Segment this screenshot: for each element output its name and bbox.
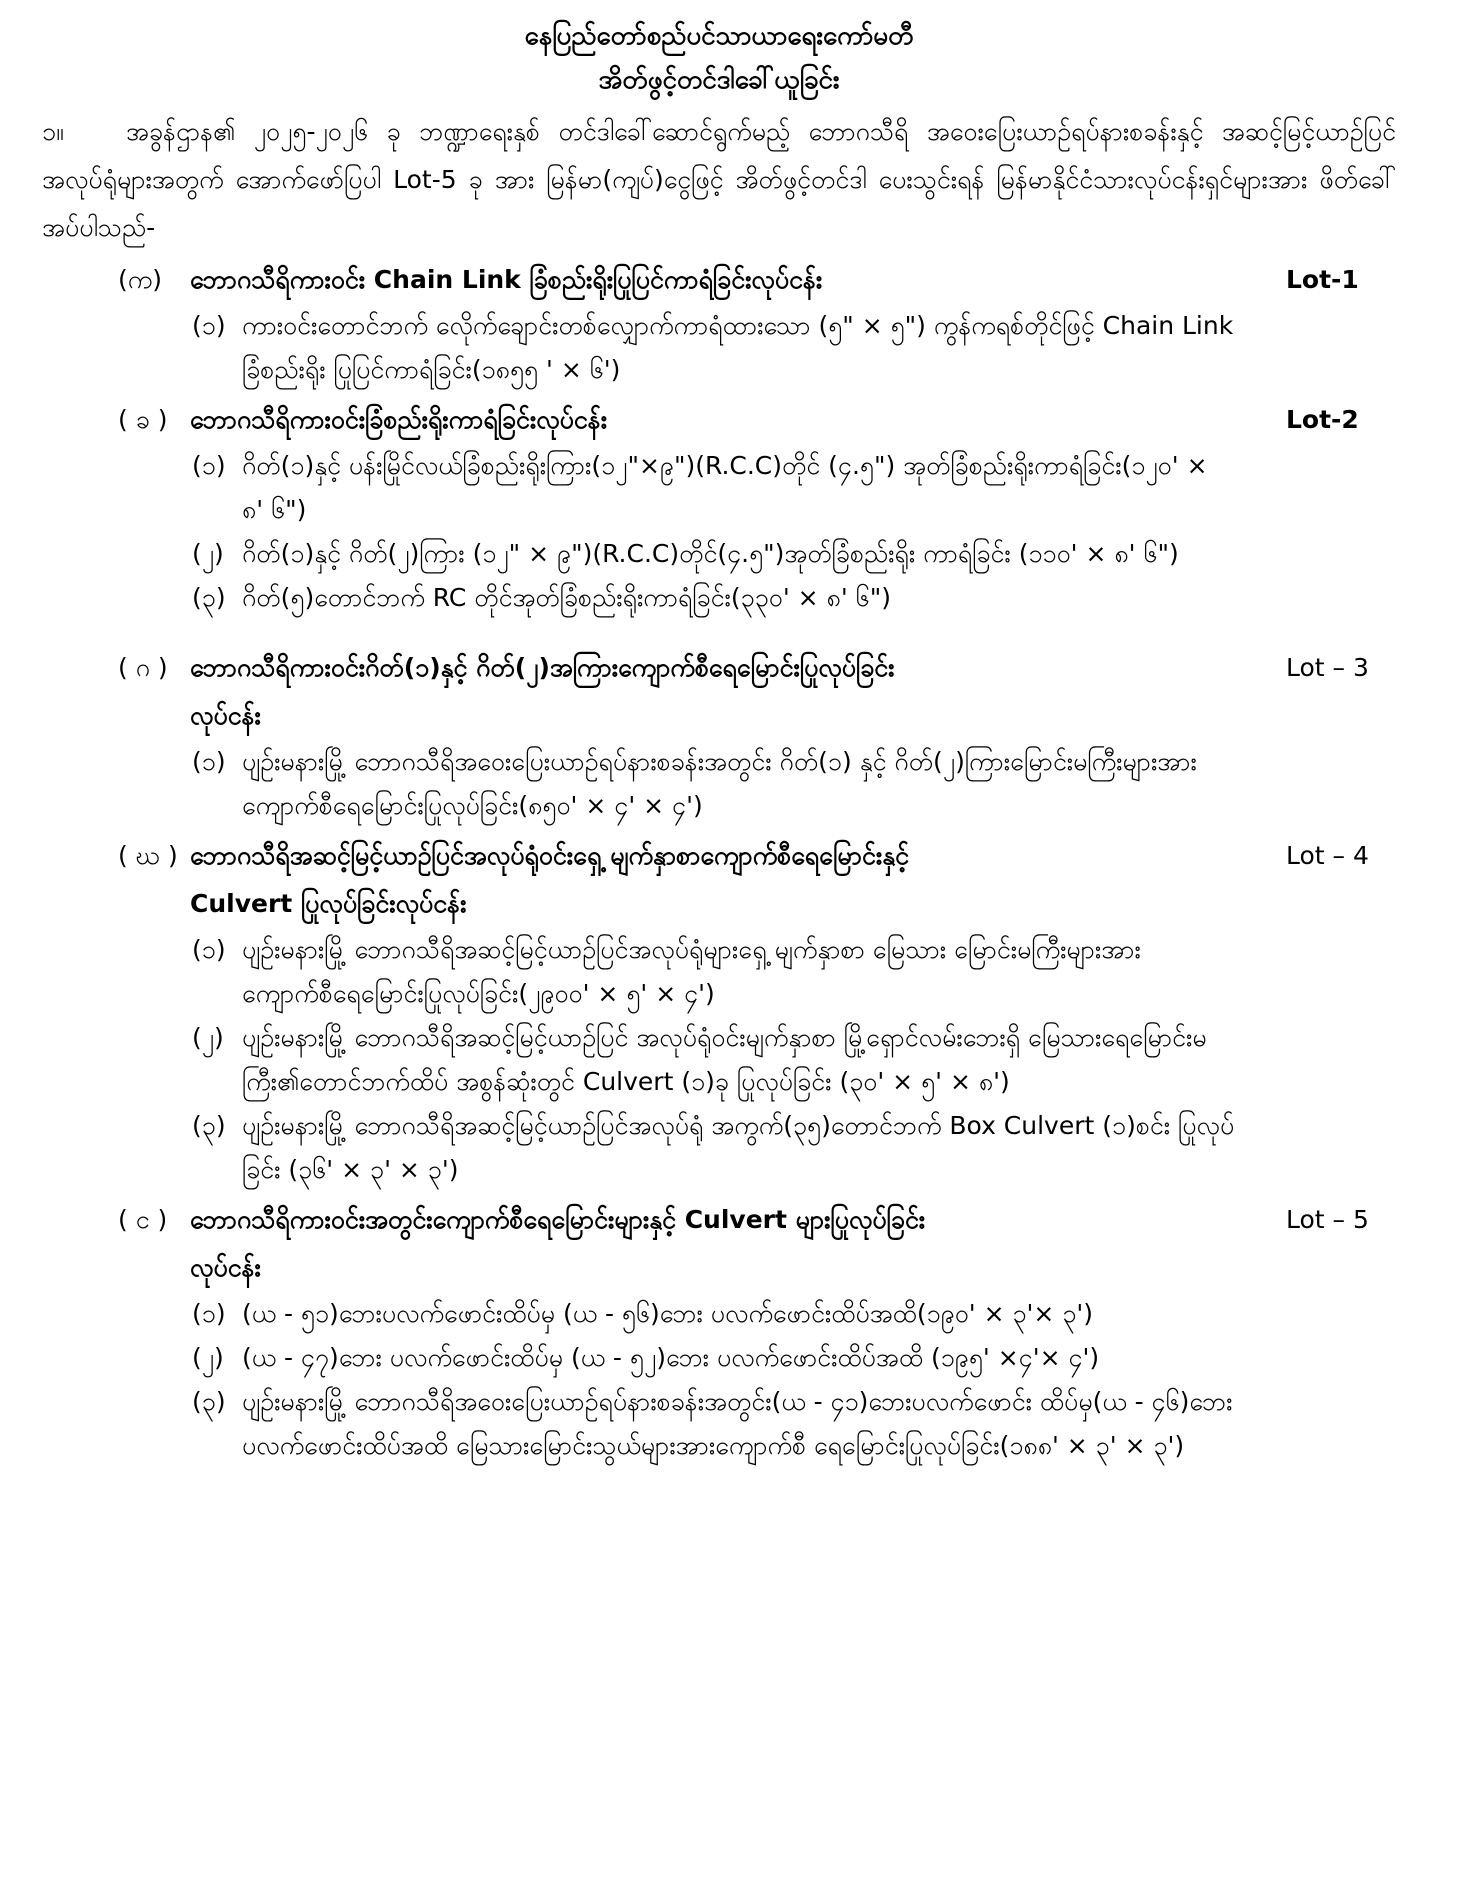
lot-item <box>192 532 1396 576</box>
lot-letter: ( ခ ) <box>118 405 168 434</box>
intro-text: အခွန်ဌာန၏ ၂၀၂၅-၂၀၂၆ ခု ဘဏ္ဍာရေးနှစ် တင်ဒါခေါ်ဆောင်ရွက်မည့် ဘောဂသီရိ အဝေးပြေးယာဉ်ရပ်နားစခန်းနှင့် အဆင့်မြင့်ယာဉ်ပြင်အလုပ်ရုံများအတွက် အောက်ဖော်ပြပါ Lot-5 ခု အား မြန်မာ(ကျပ်)ငွေဖြင့် အိတ်ဖွင့်တင်ဒါ ပေးသွင်းရန် မြန်မာနိုင်ငံသားလုပ်ငန်းရှင်များအား ဖိတ်ခေါ်အပ်ပါသည်- <box>42 117 1396 242</box>
item-text: ဂိတ်(၁)နှင့် ဂိတ်(၂)ကြား (၁၂" × ၉")(R.C.C)တိုင်(၄.၅")အုတ်ခြံစည်းရိုး ကာရံခြင်း (၁၁၀' × ၈' ၆") <box>242 539 1179 568</box>
lot-section <box>42 396 1396 620</box>
intro-number: ၁။ <box>42 117 64 146</box>
lot-section <box>42 1196 1396 1468</box>
item-number: (၁) <box>192 1299 226 1328</box>
item-number: (၂) <box>192 1023 224 1052</box>
lot-item <box>192 304 1396 392</box>
item-number: (၁) <box>192 747 226 776</box>
item-text: ပျဉ်းမနားမြို့ ဘောဂသီရိအဆင့်မြင့်ယာဉ်ပြင် အလုပ်ရုံဝင်းမျက်နှာစာ မြို့ရှောင်လမ်းဘေးရှိ မြေသားရေမြောင်းမကြီး၏တောင်ဘက်ထိပ် အစွန်ဆုံးတွင် Culvert (၁)ခု ပြုလုပ်ခြင်း (၃၀' × ၅' × ၈') <box>242 1023 1207 1096</box>
lot-title-line2: လုပ်ငန်း <box>190 1253 261 1282</box>
lot-title <box>190 644 1266 740</box>
lot-item <box>192 444 1396 532</box>
lot-code: Lot-1 <box>1286 265 1359 294</box>
lot-section <box>42 644 1396 828</box>
page-title: နေပြည်တော်စည်ပင်သာယာရေးကော်မတီ <box>524 21 914 51</box>
item-text: (ယ - ၄၇)ဘေး ပလက်ဖောင်းထိပ်မှ (ယ - ၅၂)ဘေး ပလက်ဖောင်းထိပ်အထိ (၁၉၅' ×၄'× ၄') <box>242 1343 1100 1372</box>
lot-title-line1: ဘောဂသီရိအဆင့်မြင့်ယာဉ်ပြင်အလုပ်ရုံဝင်းရှေ့ မျက်နှာစာကျောက်စီရေမြောင်းနှင့် <box>190 841 909 870</box>
lot-title-line2: Culvert ပြုလုပ်ခြင်းလုပ်ငန်း <box>190 889 467 918</box>
item-text: ကားဝင်းတောင်ဘက် လေိုက်ချောင်းတစ်လျှောက်ကာရံထားသော (၅" × ၅") ကွန်ကရစ်တိုင်ဖြင့် Chain Link ခြံစည်းရိုး ပြုပြင်ကာရံခြင်း(၁၈၅၅ ' × ၆') <box>242 311 1234 384</box>
lot-item <box>192 576 1396 620</box>
item-text: (ယ - ၅၁)ဘေးပလက်ဖောင်းထိပ်မှ (ယ - ၅၆)ဘေး ပလက်ဖောင်းထိပ်အထိ(၁၉၀' × ၃'× ၃') <box>242 1299 1094 1328</box>
item-number: (၃) <box>192 583 226 612</box>
item-text: ပျဉ်းမနားမြို့ ဘောဂသီရိအဆင့်မြင့်ယာဉ်ပြင်အလုပ်ရုံ အကွက်(၃၅)တောင်ဘက် Box Culvert (၁)စင်း ပြုလုပ်ခြင်း (၃၆' × ၃' × ၃') <box>242 1111 1235 1184</box>
lot-title: ဘောဂသီရိကားဝင်း Chain Link ခြံစည်းရိုးပြုပြင်ကာရံခြင်းလုပ်ငန်း <box>190 265 823 294</box>
item-number: (၃) <box>192 1111 226 1140</box>
item-text: ပျဉ်းမနားမြို့ ဘောဂသီရိအဝေးပြေးယာဉ်ရပ်နားစခန်းအတွင်း ဂိတ်(၁) နှင့် ဂိတ်(၂)ကြားမြောင်းမကြီးများအား ကျောက်စီရေမြောင်းပြုလုပ်ခြင်း(၈၅၀' × ၄' × ၄') <box>242 747 1197 820</box>
lot-letter: ( င ) <box>118 1205 168 1234</box>
item-text: ပျဉ်းမနားမြို့ ဘောဂသီရိအဝေးပြေးယာဉ်ရပ်နားစခန်းအတွင်း(ယ - ၄၁)ဘေးပလက်ဖောင်း ထိပ်မှ(ယ - ၄၆)ဘေး ပလက်ဖောင်းထိပ်အထိ မြေသားမြောင်းသွယ်များအားကျောက်စီ ရေမြောင်းပြုလုပ်ခြင်း(၁၈၈' × ၃' × ၃') <box>242 1387 1233 1460</box>
lot-title-line2: လုပ်ငန်း <box>190 701 261 730</box>
lot-item <box>192 740 1396 828</box>
lot-letter: (က) <box>118 265 162 294</box>
lot-code: Lot – 3 <box>1286 653 1369 682</box>
lot-letter: ( ဂ ) <box>118 653 168 682</box>
intro-paragraph <box>42 108 1396 252</box>
item-text: ပျဉ်းမနားမြို့ ဘောဂသီရိအဆင့်မြင့်ယာဉ်ပြင်အလုပ်ရုံများရှေ့ မျက်နှာစာ မြေသား မြောင်းမကြီးများအား ကျောက်စီရေမြောင်းပြုလုပ်ခြင်း(၂၉၀၀' × ၅' × ၄') <box>242 935 1141 1008</box>
lot-item <box>192 1104 1396 1192</box>
lot-code: Lot – 4 <box>1286 841 1369 870</box>
lot-item <box>192 1336 1396 1380</box>
lot-letter: ( ဃ ) <box>118 841 178 870</box>
lot-section <box>42 256 1396 392</box>
item-number: (၂) <box>192 539 224 568</box>
item-text: ဂိတ်(၅)တောင်ဘက် RC တိုင်အုတ်ခြံစည်းရိုးကာရံခြင်း(၃၃၀' × ၈' ၆") <box>242 583 891 612</box>
item-number: (၁) <box>192 311 226 340</box>
lot-item <box>192 1292 1396 1336</box>
lot-item <box>192 1380 1396 1468</box>
lot-title <box>190 1196 1266 1292</box>
lot-title <box>190 832 1266 928</box>
page-subtitle: အိတ်ဖွင့်တင်ဒါခေါ်ယူခြင်း <box>598 65 840 95</box>
lot-title-line1: ဘောဂသီရိကားဝင်းဂိတ်(၁)နှင့် ဂိတ်(၂)အကြားကျောက်စီရေမြောင်းပြုလုပ်ခြင်း <box>190 653 895 682</box>
item-text: ဂိတ်(၁)နှင့် ပန်းမြိုင်လယ်ခြံစည်းရိုးကြား(၁၂"×၉")(R.C.C)တိုင် (၄.၅") အုတ်ခြံစည်းရိုးကာရံခြင်း(၁၂၀' × ၈' ၆") <box>242 451 1208 524</box>
lot-item <box>192 1016 1396 1104</box>
item-number: (၁) <box>192 451 226 480</box>
lot-code: Lot-2 <box>1286 405 1359 434</box>
lot-item <box>192 928 1396 1016</box>
lot-code: Lot – 5 <box>1286 1205 1369 1234</box>
item-number: (၃) <box>192 1387 226 1416</box>
lot-title-line1: ဘောဂသီရိကားဝင်းအတွင်းကျောက်စီရေမြောင်းများနှင့် Culvert များပြုလုပ်ခြင်း <box>190 1205 926 1234</box>
item-number: (၁) <box>192 935 226 964</box>
lot-section <box>42 832 1396 1192</box>
item-number: (၂) <box>192 1343 224 1372</box>
lot-title: ဘောဂသီရိကားဝင်းခြံစည်းရိုးကာရံခြင်းလုပ်ငန်း <box>190 405 608 434</box>
